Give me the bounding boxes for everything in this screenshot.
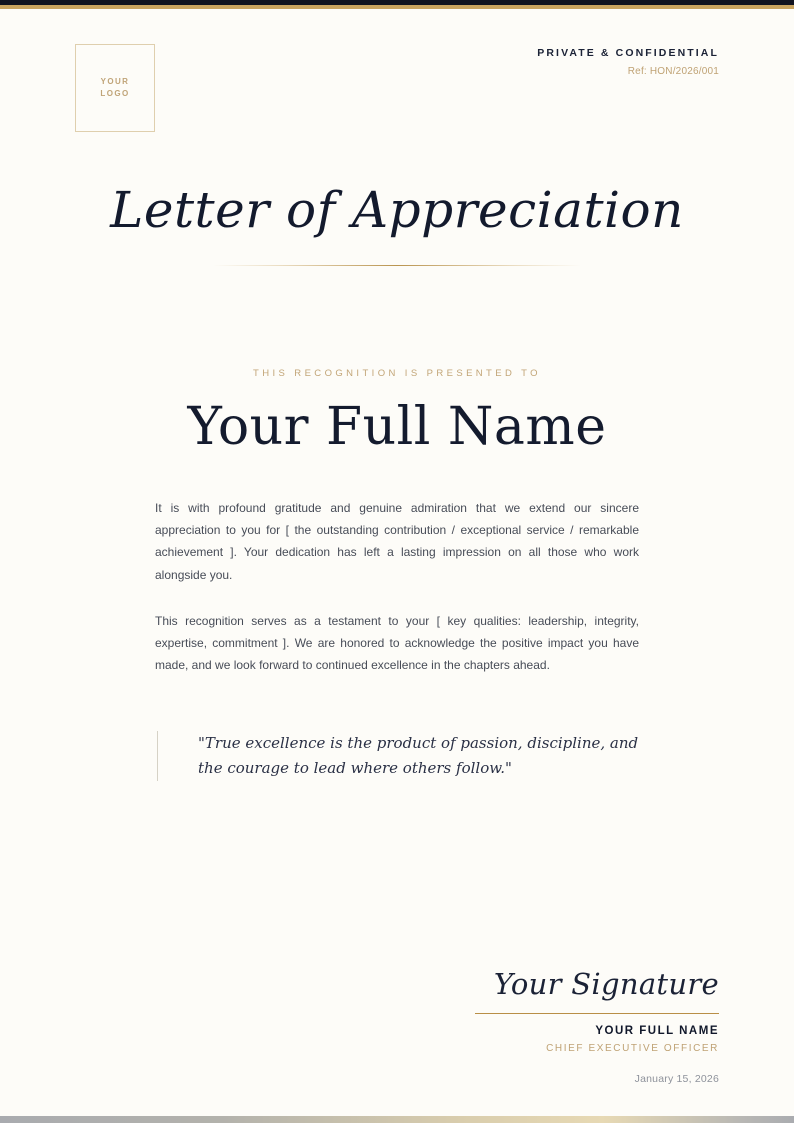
- recipient-name: Your Full Name: [187, 397, 607, 457]
- confidential-label: PRIVATE & CONFIDENTIAL: [537, 47, 719, 59]
- quote-text: "True excellence is the product of passion, discipline, and the courage to lead where others follow.": [198, 734, 639, 777]
- top-gold-rule: [0, 5, 794, 9]
- signature-rule: [475, 1013, 719, 1014]
- body-paragraph-1: It is with profound gratitude and genuine admiration that we extend our sincere appreciation to you for [ the outstanding contribution / exceptional service / remarkable achievement ]. Your dedication has left a lasting impression on all those who work alongside you.: [155, 501, 639, 582]
- bottom-gradient-rule: [0, 1116, 794, 1123]
- signatory-role: CHIEF EXECUTIVE OFFICER: [546, 1043, 719, 1055]
- logo-line-2: LOGO: [100, 88, 130, 98]
- confidentiality-block: [537, 47, 719, 77]
- logo-placeholder: [75, 44, 155, 132]
- pull-quote: [157, 731, 639, 781]
- recipient-section: [0, 368, 794, 455]
- document-header: [75, 44, 719, 134]
- gold-divider: [213, 265, 581, 266]
- signature-block: [475, 968, 719, 1085]
- page-title: Letter of Appreciation: [110, 181, 684, 239]
- signatory-name: YOUR FULL NAME: [595, 1025, 719, 1038]
- title-section: [0, 183, 794, 266]
- letter-body: [155, 497, 639, 676]
- signature-date: January 15, 2026: [634, 1073, 719, 1086]
- logo-line-1: YOUR: [100, 76, 130, 86]
- reference-number: Ref: HON/2026/001: [627, 66, 719, 77]
- presented-to-label: THIS RECOGNITION IS PRESENTED TO: [253, 368, 541, 379]
- body-paragraph-2: This recognition serves as a testament to your [ key qualities: leadership, integrity, expertise, commitment ]. We are honored to acknowledge the positive impact you have made, and we look forward to continued excellence in the chapters ahead.: [155, 613, 639, 673]
- signature-script: Your Signature: [493, 967, 719, 1001]
